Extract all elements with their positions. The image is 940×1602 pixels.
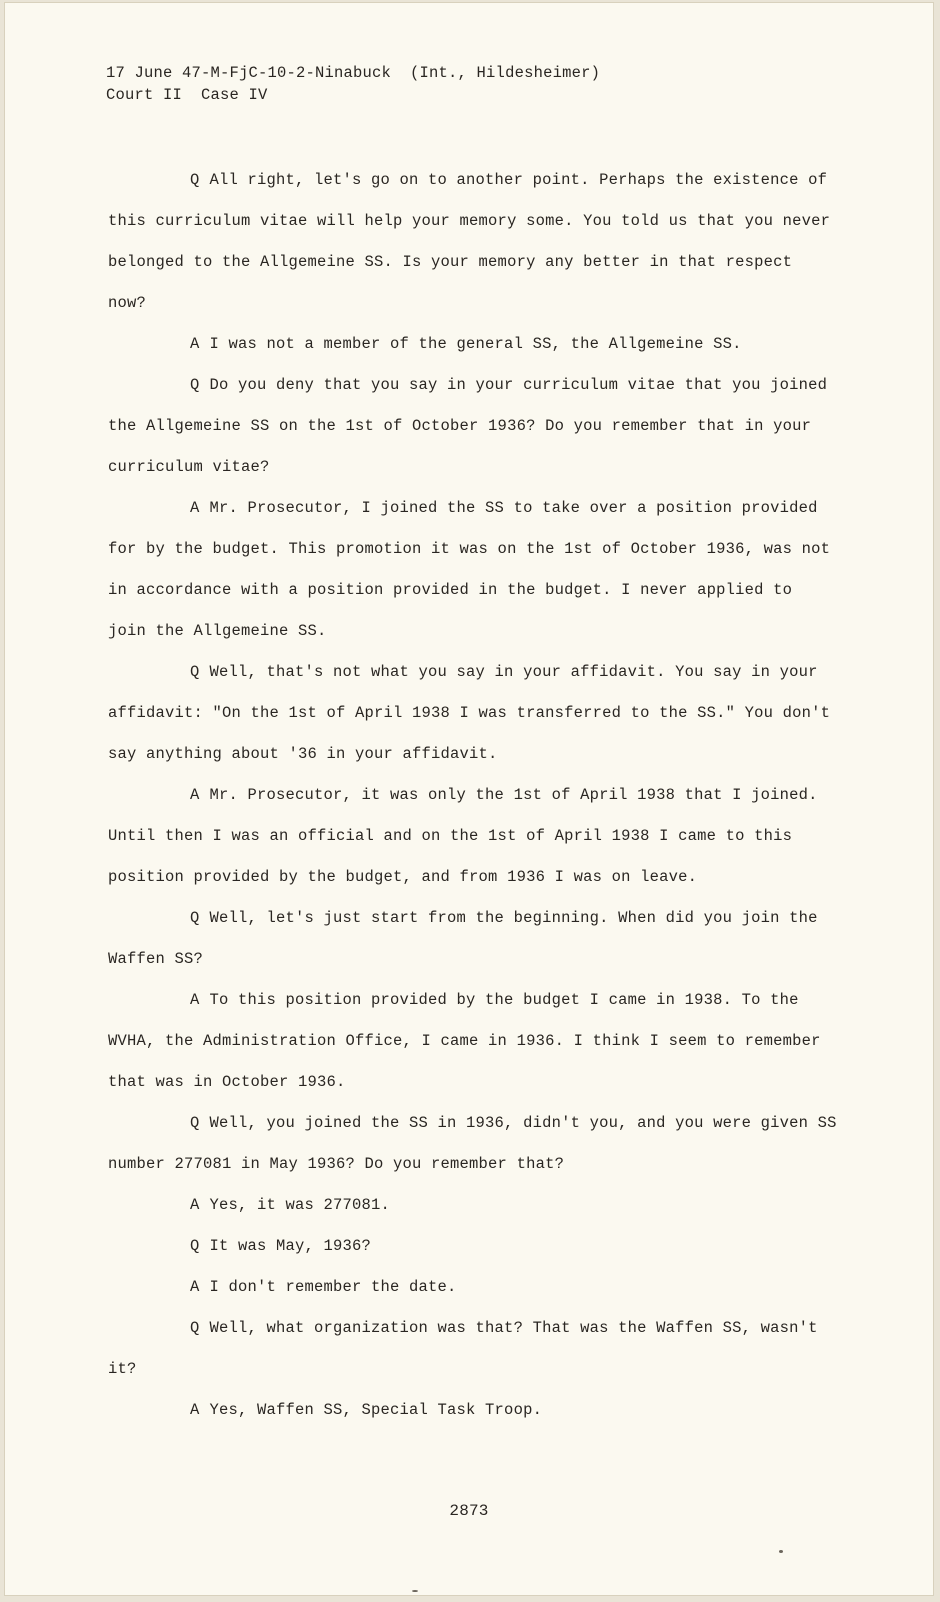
paragraph-text: Well, what organization was that? That was the Waffen SS, wasn't it? <box>108 1319 818 1378</box>
transcript-paragraph <box>108 160 838 324</box>
transcript-paragraph <box>108 1390 838 1431</box>
speaker-label: Q <box>190 909 200 927</box>
speaker-label: Q <box>190 1319 200 1337</box>
paper-speck <box>412 1590 418 1592</box>
transcript-paragraph <box>108 775 838 898</box>
transcript-paragraph <box>108 365 838 488</box>
paragraph-text: Mr. Prosecutor, I joined the SS to take over a position provided for by the budget. This promotion it was on the 1st of October 1936, was not in accordance with a position provided in the budget. I never applied to join the Allgemeine SS. <box>108 499 831 640</box>
transcript-paragraph <box>108 1103 838 1185</box>
transcript-paragraph <box>108 652 838 775</box>
speaker-label: Q <box>190 1237 200 1255</box>
paragraph-text: Yes, it was 277081. <box>209 1196 391 1214</box>
speaker-label: A <box>190 1401 200 1419</box>
paragraph-text: I don't remember the date. <box>209 1278 457 1296</box>
paragraph-text: Mr. Prosecutor, it was only the 1st of April 1938 that I joined. Until then I was an official and on the 1st of April 1938 I came to this position provided by the budget, and from 1936 I was on leave. <box>108 786 818 886</box>
speaker-label: A <box>190 499 200 517</box>
transcript-paragraph <box>108 980 838 1103</box>
transcript-paragraph <box>108 488 838 652</box>
speaker-label: A <box>190 786 200 804</box>
transcript-paragraph <box>108 1308 838 1390</box>
transcript-paragraph <box>108 1267 838 1308</box>
page-number: 2873 <box>449 1502 489 1520</box>
header-reference-line: 17 June 47-M-FjC-10-2-Ninabuck (Int., Hildesheimer) <box>106 64 601 82</box>
paragraph-text: All right, let's go on to another point. Perhaps the existence of this curriculum vitae will help your memory some. You told us that you never belonged to the Allgemeine SS. Is your memory any better in that respect now? <box>108 171 831 312</box>
document-header <box>106 62 600 106</box>
header-court-line: Court II Case IV <box>106 86 268 104</box>
transcript-body <box>108 160 838 1431</box>
paragraph-text: I was not a member of the general SS, the Allgemeine SS. <box>209 335 742 353</box>
speaker-label: Q <box>190 663 200 681</box>
transcript-paragraph <box>108 324 838 365</box>
transcript-paragraph <box>108 898 838 980</box>
speaker-label: A <box>190 991 200 1009</box>
speaker-label: A <box>190 335 200 353</box>
paragraph-text: To this position provided by the budget I came in 1938. To the WVHA, the Administration Office, I came in 1936. I think I seem to remember that was in October 1936. <box>108 991 821 1091</box>
speaker-label: A <box>190 1278 200 1296</box>
speaker-label: Q <box>190 171 200 189</box>
paragraph-text: Well, let's just start from the beginning. When did you join the Waffen SS? <box>108 909 818 968</box>
paper-speck <box>779 1550 783 1553</box>
transcript-paragraph <box>108 1185 838 1226</box>
paragraph-text: It was May, 1936? <box>209 1237 372 1255</box>
speaker-label: A <box>190 1196 200 1214</box>
paragraph-text: Well, that's not what you say in your affidavit. You say in your affidavit: "On the 1st of April 1938 I was transferred to the SS." You don't say anything about '36 in your affidavit. <box>108 663 831 763</box>
document-page <box>4 2 934 1596</box>
paragraph-text: Do you deny that you say in your curriculum vitae that you joined the Allgemeine SS on the 1st of October 1936? Do you remember that in your curriculum vitae? <box>108 376 828 476</box>
speaker-label: Q <box>190 376 200 394</box>
paragraph-text: Well, you joined the SS in 1936, didn't you, and you were given SS number 277081 in May 1936? Do you remember that? <box>108 1114 837 1173</box>
paragraph-text: Yes, Waffen SS, Special Task Troop. <box>209 1401 543 1419</box>
transcript-paragraph <box>108 1226 838 1267</box>
speaker-label: Q <box>190 1114 200 1132</box>
